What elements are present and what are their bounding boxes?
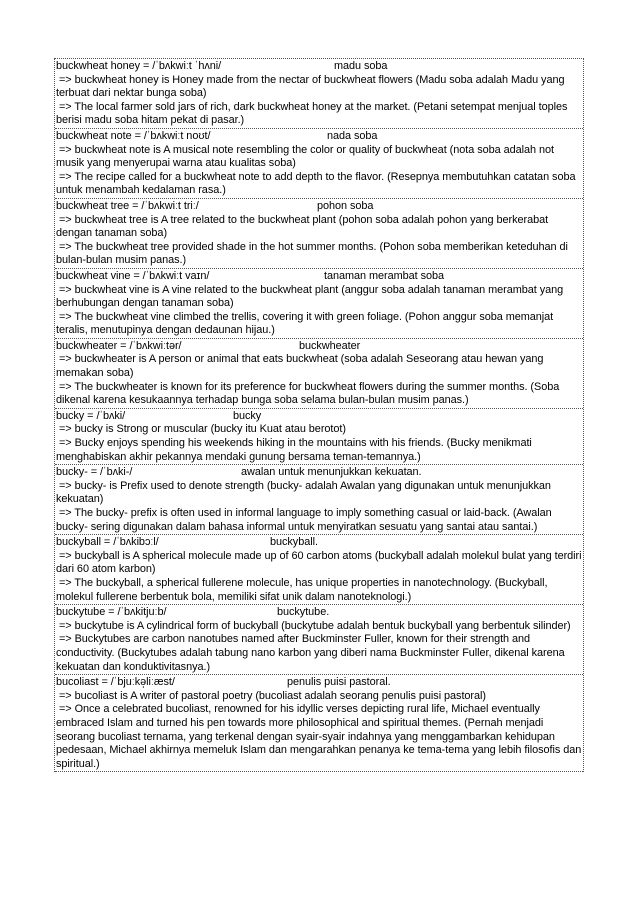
definition: => bucky- is Prefix used to denote strength (bucky- adalah Awalan yang digunakan untuk menunjukkan kekuatan) xyxy=(56,479,554,506)
example-sentence: => The buckwheat vine climbed the trellis, covering it with green foliage. (Pohon anggur soba memanjat teralis, menutupinya dengan dedaunan hijau.) xyxy=(56,310,557,337)
entry-buckwheat-note xyxy=(55,129,583,199)
translation: tanaman merambat soba xyxy=(324,269,445,282)
translation: penulis puisi pastoral. xyxy=(287,676,391,689)
example-sentence: => The local farmer sold jars of rich, dark buckwheat honey at the market. (Petani setempat menjual toples berisi madu soba hitam pekat di pasar.) xyxy=(56,100,571,127)
entry-header xyxy=(56,410,583,424)
example-sentence: => Buckytubes are carbon nanotubes named after Buckminster Fuller, known for their strength and conductivity. (Buckytubes adalah tabung nano karbon yang diberi nama Buckminster Fuller, dikenal karena kekuatan dan konduktivitasnya.) xyxy=(56,633,568,673)
headword: bucky- = /ˈbʌki-/ xyxy=(56,466,133,479)
entry-header xyxy=(56,130,583,144)
definition: => buckyball is A spherical molecule made up of 60 carbon atoms (buckyball adalah molekul bulat yang terdiri dari 60 atom karbon) xyxy=(56,549,585,576)
entry-buckyball xyxy=(55,535,583,605)
translation: awalan untuk menunjukkan kekuatan. xyxy=(241,466,422,479)
translation: buckwheater xyxy=(299,339,361,352)
example-sentence: => Once a celebrated bucoliast, renowned for his idyllic verses depicting rural life, Michael eventually embraced Islam and turned his pen towards more philosophical and spiritual themes. (Pernah menjadi seorang bucoliast ternama, yang terkenal dengan syair-syair indahnya yang menggambarkan kehidupan pedesaan, Michael akhirnya memeluk Islam dan mengarahkan penanya ke tema-tema yang lebih filosofis dan spiritual.) xyxy=(56,703,585,770)
entry-header xyxy=(56,200,583,214)
example-sentence: => The recipe called for a buckwheat note to add depth to the flavor. (Resepnya membutuhkan catatan soba untuk menambah kedalaman rasa.) xyxy=(56,170,579,197)
entry-header xyxy=(56,340,583,354)
definition: => bucky is Strong or muscular (bucky itu Kuat atau berotot) xyxy=(56,423,346,436)
definition: => buckwheat vine is A vine related to the buckwheat plant (anggur soba adalah tanaman merambat yang berhubungan dengan tanaman soba) xyxy=(56,283,567,310)
entry-bucky xyxy=(55,409,583,465)
definition: => buckwheat tree is A tree related to the buckwheat plant (pohon soba adalah pohon yang berkerabat dengan tanaman soba) xyxy=(56,213,552,240)
translation: buckytube. xyxy=(277,606,330,619)
translation: nada soba xyxy=(327,129,378,142)
headword: buckwheat note = /ˈbʌkwiːt noʊt/ xyxy=(56,129,211,142)
entry-header xyxy=(56,676,583,690)
example-sentence: => The buckyball, a spherical fullerene molecule, has unique properties in nanotechnology. (Buckyball, molekul fullerene berbentuk bola, memiliki sifat unik dalam nanoteknologi.) xyxy=(56,576,551,603)
entry-header xyxy=(56,270,583,284)
translation: madu soba xyxy=(334,60,388,72)
entry-header xyxy=(56,60,583,74)
entry-header xyxy=(56,536,583,550)
entry-bucky-prefix xyxy=(55,465,583,535)
example-sentence: => The buckwheat tree provided shade in the hot summer months. (Pohon soba memberikan keteduhan di bulan-bulan musim panas.) xyxy=(56,240,571,267)
vocabulary-table xyxy=(54,58,584,772)
headword: bucky = /ˈbʌki/ xyxy=(56,409,126,422)
entry-buckwheat-honey xyxy=(55,59,583,129)
headword: buckwheat tree = /ˈbʌkwiːt triː/ xyxy=(56,199,199,212)
headword: buckwheat honey = /ˈbʌkwiːt ˈhʌni/ xyxy=(56,60,222,72)
headword: buckwheat vine = /ˈbʌkwiːt vaɪn/ xyxy=(56,269,210,282)
definition: => buckwheater is A person or animal that eats buckwheat (soba adalah Seseorang atau hewan yang memakan soba) xyxy=(56,353,547,380)
example-sentence: => The buckwheater is known for its preference for buckwheat flowers during the summer months. (Soba dikenal karena kesukaannya terhadap bunga soba selama bulan-bulan musim panas.) xyxy=(56,380,563,407)
entry-header xyxy=(56,466,583,480)
example-sentence: => Bucky enjoys spending his weekends hiking in the mountains with his friends. (Bucky menikmati menghabiskan akhir pekannya mendaki gunung bersama teman-temannya.) xyxy=(56,437,535,463)
entry-buckwheat-vine xyxy=(55,269,583,339)
translation: pohon soba xyxy=(317,199,374,212)
translation: buckyball. xyxy=(270,536,318,549)
headword: bucoliast = /ˈbjuːkə̩liːæst/ xyxy=(56,676,175,689)
definition: => buckwheat honey is Honey made from the nectar of buckwheat flowers (Madu soba adalah Madu yang terbuat dari nektar bunga soba) xyxy=(56,73,568,100)
definition: => bucoliast is A writer of pastoral poetry (bucoliast adalah seorang penulis puisi pastoral) xyxy=(56,689,486,702)
entry-buckwheat-tree xyxy=(55,199,583,269)
headword: buckwheater = /ˈbʌkwiːtər/ xyxy=(56,339,182,352)
entry-buckytube xyxy=(55,605,583,675)
translation: bucky xyxy=(233,409,262,422)
entry-bucoliast xyxy=(55,675,583,772)
definition: => buckytube is A cylindrical form of buckyball (buckytube adalah bentuk buckyball yang berbentuk silinder) xyxy=(56,619,571,632)
entry-buckwheater xyxy=(55,339,583,409)
headword: buckyball = /ˈbʌkibɔːl/ xyxy=(56,536,159,549)
example-sentence: => The bucky- prefix is often used in informal language to imply something casual or laid-back. (Awalan bucky- sering digunakan dalam bahasa informal untuk menyiratkan sesuatu yang santai atau santai.) xyxy=(56,507,555,533)
headword: buckytube = /ˈbʌkitjuːb/ xyxy=(56,606,167,619)
entry-header xyxy=(56,606,583,620)
definition: => buckwheat note is A musical note resembling the color or quality of buckwheat (nota soba adalah not musik yang menyerupai warna atau kualitas soba) xyxy=(56,143,557,170)
